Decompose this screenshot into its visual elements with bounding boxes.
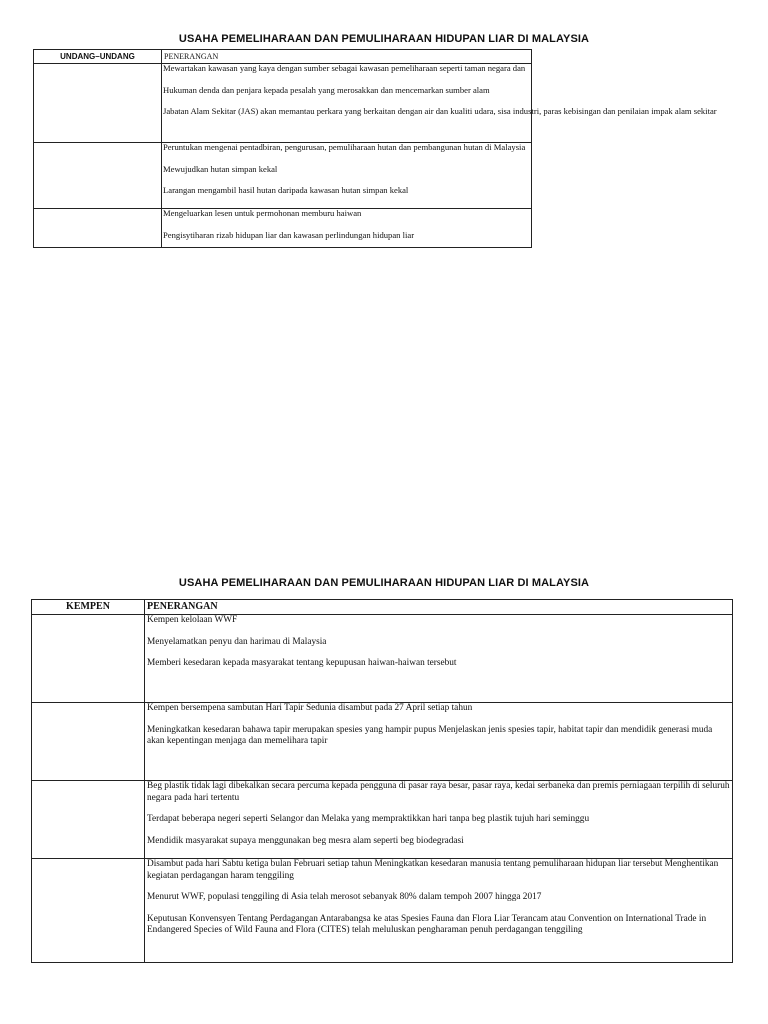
laws-col1-header: UNDANG–UNDANG [34,50,162,64]
table-row [32,703,733,781]
list-item: Jabatan Alam Sekitar (JAS) akan memantau perkara yang berkaitan dengan air dan kualiti udara, sisa industri, paras kebisingan dan penilaian impak alam sekitar [163,106,717,116]
campaigns-row1-desc [145,615,733,703]
campaigns-table-header [32,600,733,615]
list-item: Kempen kelolaan WWF [147,615,238,625]
campaigns-row1-label [32,615,145,703]
table-row [32,615,733,703]
list-item: Menyelamatkan penyu dan harimau di Malaysia [147,636,327,647]
list-item: Larangan mengambil hasil hutan daripada kawasan hutan simpan kekal [163,185,409,195]
table-row [34,143,532,209]
list-item: Memberi kesedaran kepada masyarakat tentang kepupusan haiwan-haiwan tersebut [147,658,457,668]
campaigns-table [31,599,733,963]
table-row [34,64,532,143]
table-row [32,781,733,859]
campaigns-col1-header: KEMPEN [32,600,145,615]
list-item: Pengisytiharan rizab hidupan liar dan kawasan perlindungan hidupan liar [163,229,415,240]
list-item: Mewartakan kawasan yang kaya dengan sumber sebagai kawasan pemeliharaan seperti taman negara dan [163,63,526,73]
laws-table-header [34,50,532,64]
list-item: Terdapat beberapa negeri seperti Selangor dan Melaka yang mempraktikkan hari tanpa beg plastik tujuh hari seminggu [147,814,590,824]
list-item: Menurut WWF, populasi tenggiling di Asia telah merosot sebanyak 80% dalam tempoh 2007 hingga 2017 [147,892,542,902]
laws-row3-label [34,209,162,248]
laws-table [33,49,717,248]
laws-row3-desc [162,209,532,248]
list-item: Hukuman denda dan penjara kepada pesalah yang merosakkan dan mencemarkan sumber alam [163,84,490,95]
campaigns-row2-label [32,703,145,781]
section2-title: USAHA PEMELIHARAAN DAN PEMULIHARAAN HIDUPAN LIAR DI MALAYSIA [178,577,590,589]
list-item: Mewujudkan hutan simpan kekal [163,163,278,174]
list-item: Meningkatkan kesedaran bahawa tapir merupakan spesies yang hampir pupus Menjelaskan jenis spesies tapir, habitat tapir dan mendidik generasi muda akan kepentingan menjaga dan memelihara tapir [147,724,713,746]
list-item: Disambut pada hari Sabtu ketiga bulan Februari setiap tahun Meningkatkan kesedaran manusia tentang pemuliharaan hidupan liar tersebut Menghentikan kegiatan perdagangan haram tenggiling [147,859,719,881]
campaigns-col2-header: PENERANGAN [145,600,733,615]
campaigns-row2-desc [145,703,733,781]
laws-row2-label [34,143,162,209]
laws-col2-header: PENERANGAN [162,50,532,64]
list-item: Mengeluarkan lesen untuk permohonan memburu haiwan [163,208,362,218]
list-item: Peruntukan mengenai pentadbiran, pengurusan, pemuliharaan hutan dan pembangunan hutan di Malaysia [163,142,526,152]
list-item: Mendidik masyarakat supaya menggunakan beg mesra alam seperti beg biodegradasi [147,835,464,846]
table-row [34,209,532,248]
campaigns-row3-label [32,781,145,859]
list-item: Beg plastik tidak lagi dibekalkan secara percuma kepada pengguna di pasar raya besar, pasar raya, kedai serbaneka dan premis perniagaan terpilih di seluruh negara pada hari tertentu [147,781,730,803]
list-item: Keputusan Konvensyen Tentang Perdagangan Antarabangsa ke atas Spesies Fauna dan Flora Liar Terancam atau Convention on International Trade in Endangered Species of Wild Fauna and Flora (CITES) telah meluluskan pengharaman penuh perdagangan tenggiling [147,913,707,935]
campaigns-row3-desc [145,781,733,859]
campaigns-row4-desc [145,859,733,963]
list-item: Kempen bersempena sambutan Hari Tapir Sedunia disambut pada 27 April setiap tahun [147,703,473,713]
section1-title: USAHA PEMELIHARAAN DAN PEMULIHARAAN HIDUPAN LIAR DI MALAYSIA [178,33,590,45]
laws-row1-desc [162,63,717,143]
campaigns-row4-label [32,859,145,963]
laws-row1-label [34,64,162,143]
laws-row2-desc [162,143,532,209]
table-row [32,859,733,963]
